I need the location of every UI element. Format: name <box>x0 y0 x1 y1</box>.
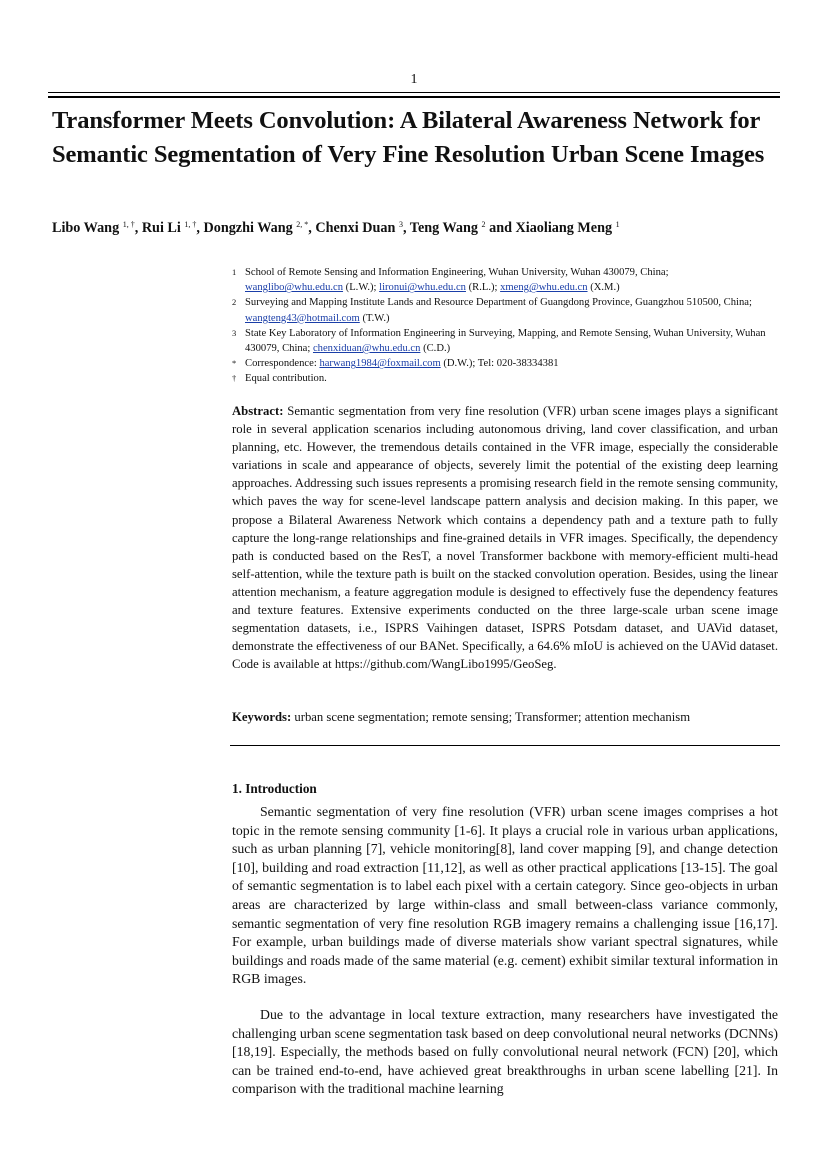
correspondence: * Correspondence: harwang1984@foxmail.com (D.W.); Tel: 020-38334381 <box>232 358 559 370</box>
header-rule-bottom <box>48 96 780 98</box>
abstract <box>232 402 778 673</box>
author: Rui Li $^{1, \dagger}$, <box>141 220 204 236</box>
affiliation-1: 1 School of Remote Sensing and Information Engineering, Wuhan University, Wuhan 430079, China; wanglibo@whu.edu.cn (L.W.); lironui@whu.edu.cn (R.L.); xmeng@whu.edu.cn (X.M.) <box>232 267 669 294</box>
email-link[interactable]: xmeng@whu.edu.cn <box>500 282 588 294</box>
header-rule-top <box>48 92 780 93</box>
keywords-label: Keywords: <box>232 710 292 724</box>
affiliation-3: 3 State Key Laboratory of Information Engineering in Surveying, Mapping, and Remote Sensing, Wuhan University, Wuhan 430079, China; chenxiduan@whu.edu.cn (C.D.) <box>232 327 766 355</box>
author-list <box>52 220 792 237</box>
author: Xiaoliang Meng $^1$ <box>515 220 620 236</box>
email-link[interactable]: harwang1984@foxmail.com <box>319 358 441 370</box>
keywords <box>232 710 778 725</box>
equal-contribution-note: † Equal contribution. <box>232 373 327 385</box>
paragraph: Due to the advantage in local texture extraction, many researchers have investigated the challenging urban scene segmentation task based on deep convolutional neural networks (DCNNs) [18,19]. Especially, the methods based on fully convolutional neural network (FCN) [20], which can be trained end-to-end, have achieved great breakthroughs in urban scene labelling [21]. In comparison with the traditional machine learning <box>232 1006 778 1097</box>
affiliations <box>232 265 780 387</box>
author: Chenxi Duan $^3$, <box>315 220 410 236</box>
paragraph: Semantic segmentation of very fine resolution (VFR) urban scene images comprises a hot topic in the remote sensing community [1-6]. It plays a crucial role in various urban applications, such as urban planning [7], vehicle monitoring[8], land cover mapping [9], and change detection [10], building and road extraction [11,12], as well as other practical applications [13-15]. The goal of semantic segmentation is to label each pixel with a certain category. Since geo-objects in urban areas are characterized by large within-class and small between-class variance commonly, semantic segmentation of very fine resolution RGB imagery remains a challenging issue [16,17]. For example, urban buildings made of diverse materials show variant spectral signatures, while buildings and roads made of the same material (e.g. cement) exhibit similar textural information in RGB images. <box>232 804 778 987</box>
abstract-label: Abstract: <box>232 404 284 418</box>
author: Teng Wang $^2$ and <box>409 220 516 236</box>
affiliation-2: 2 Surveying and Mapping Institute Lands and Resource Department of Guangdong Province, Guangzhou 510500, China; wangteng43@hotmail.com (T.W.) <box>232 297 752 324</box>
email-link[interactable]: wanglibo@whu.edu.cn <box>245 282 344 294</box>
abstract-text: Semantic segmentation from very fine resolution (VFR) urban scene images plays a significant role in several application scenarios including autonomous driving, land cover classification, and urban planning, etc. However, the tremendous details contained in the VFR image, especially the considerable variations in scale and appearance of objects, severely limit the potential of the existing deep learning approaches. Addressing such issues represents a promising research field in the remote sensing community, which paves the way for scene-level landscape pattern analysis and decision making. In this paper, we propose a Bilateral Awareness Network which contains a dependency path and a texture path to fully capture the long-range relationships and fine-grained details in VFR images. Specifically, the dependency path is conducted based on the ResT, a novel Transformer backbone with memory-efficient multi-head self-attention, while the texture path is built on the stacked convolution operation. Besides, using the linear attention mechanism, a feature aggregation module is designed to effectively fuse the dependency features and texture features. Extensive experiments conducted on the three large-scale urban scene image segmentation datasets, i.e., ISPRS Vaihingen dataset, ISPRS Potsdam dataset, and UAVid dataset, demonstrate the effectiveness of our BANet. Specifically, a 64.6% mIoU is achieved on the UAVid dataset. Code is available at https://github.com/WangLibo1995/GeoSeg. <box>232 404 779 672</box>
author: Dongzhi Wang $^{2, *}$, <box>203 220 316 236</box>
section-heading: 1. Introduction <box>232 781 317 796</box>
introduction-body <box>232 803 778 1099</box>
paper-title: Transformer Meets Convolution: A Bilateral Awareness Network for Semantic Segmentation of Very Fine Resolution Urban Scene Images <box>52 107 765 168</box>
email-link[interactable]: chenxiduan@whu.edu.cn <box>312 343 421 355</box>
keywords-text: urban scene segmentation; remote sensing; Transformer; attention mechanism <box>294 710 691 724</box>
section-divider <box>230 745 780 746</box>
page-number: 1 <box>410 72 418 87</box>
email-link[interactable]: wangteng43@hotmail.com <box>245 312 360 324</box>
author: Libo Wang $^{1, \dagger}$, <box>52 220 142 236</box>
email-link[interactable]: lironui@whu.edu.cn <box>379 282 466 294</box>
